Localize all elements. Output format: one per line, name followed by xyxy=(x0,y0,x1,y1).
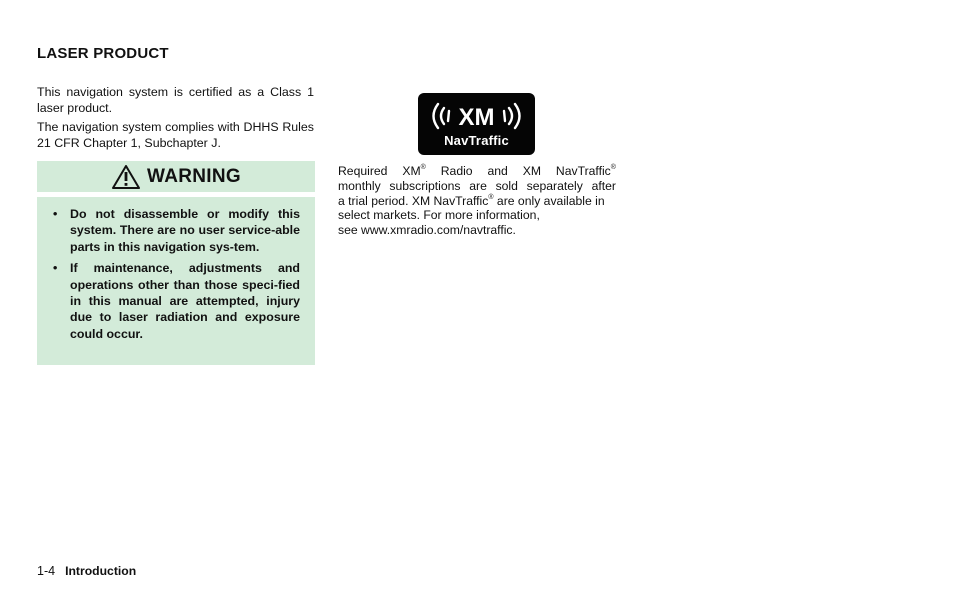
warning-item-text: Do not disassemble or modify this system. There are no user service-able parts in this navigation sys-tem. xyxy=(70,207,300,254)
logo-caption: NavTraffic xyxy=(444,133,509,148)
page-number: 1-4 xyxy=(37,564,56,578)
word: separately xyxy=(526,179,583,193)
word: NavTraffic® xyxy=(555,164,616,178)
word: subscriptions xyxy=(389,179,461,193)
word: XM xyxy=(522,164,542,178)
xm-text-line xyxy=(338,179,616,194)
page-footer xyxy=(37,564,136,578)
word: are xyxy=(469,179,487,193)
word: monthly xyxy=(338,179,381,193)
xm-navtraffic-logo xyxy=(418,93,535,155)
xm-text-line: select markets. For more information, xyxy=(338,208,540,222)
xm-text-line xyxy=(338,164,616,179)
xm-text-line: see www.xmradio.com/navtraffic. xyxy=(338,223,516,237)
word: Radio xyxy=(440,164,473,178)
bullet-icon: • xyxy=(53,261,58,276)
warning-header xyxy=(37,161,315,192)
laser-class-paragraph: This navigation system is certified as a Class 1 laser product. xyxy=(37,85,314,115)
warning-item-text: If maintenance, adjustments and operations other than those speci-fied in this manual are attempted, injury due to laser radiation and exposure could occur. xyxy=(70,261,300,341)
dhhs-compliance-paragraph: The navigation system complies with DHHS Rules 21 CFR Chapter 1, Subchapter J. xyxy=(37,120,314,150)
warning-title: WARNING xyxy=(147,165,241,187)
logo-brand: XM xyxy=(458,104,495,131)
word: and xyxy=(487,164,508,178)
section-name: Introduction xyxy=(65,564,137,578)
word: sold xyxy=(495,179,518,193)
warning-body xyxy=(37,197,315,365)
word: XM® xyxy=(402,164,426,178)
page-heading: LASER PRODUCT xyxy=(37,45,169,62)
word: after xyxy=(591,179,616,193)
warning-list xyxy=(51,206,300,347)
xm-radio-waves-icon xyxy=(418,99,535,133)
warning-item xyxy=(51,260,300,342)
warning-triangle-icon xyxy=(111,164,141,190)
word: Required xyxy=(338,164,388,178)
warning-item xyxy=(51,206,300,255)
bullet-icon: • xyxy=(53,207,58,221)
xm-text-line: a trial period. XM NavTraffic® are only available in xyxy=(338,194,605,208)
